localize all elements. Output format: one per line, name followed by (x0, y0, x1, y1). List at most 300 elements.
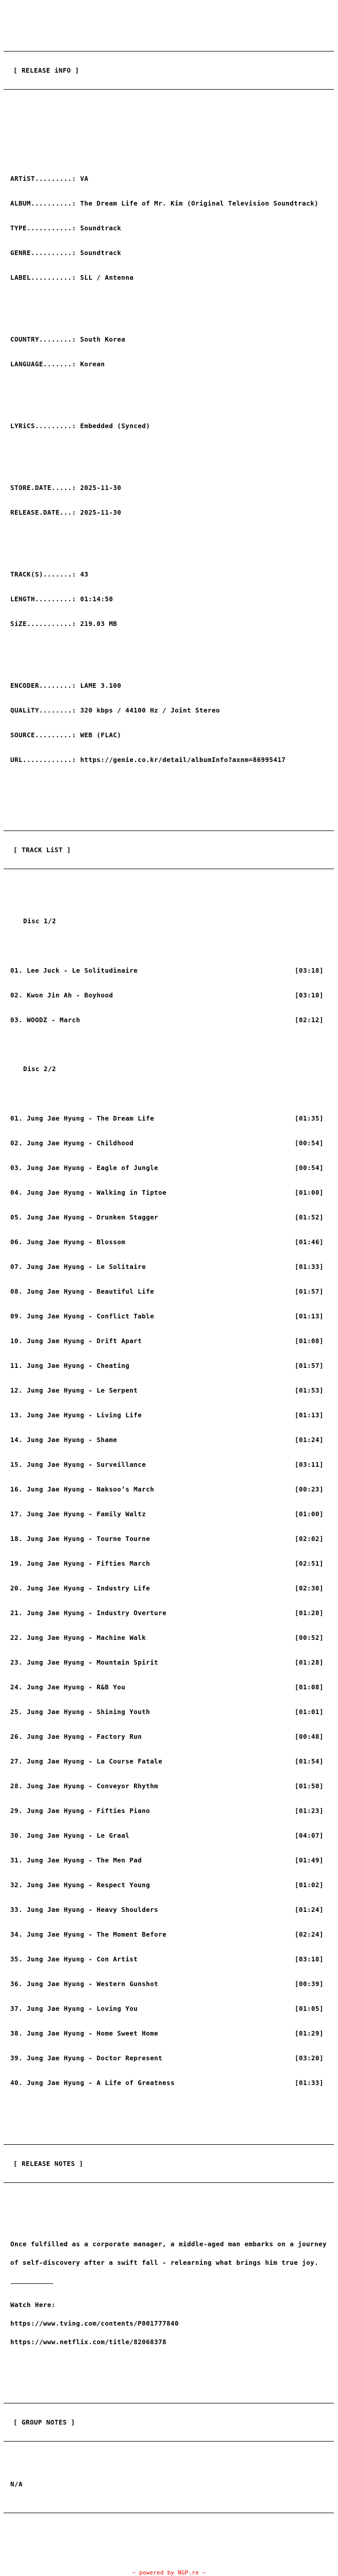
track-number: 28. (10, 1782, 23, 1790)
track-title: Jung Jae Hyung - Beautiful Life (26, 1287, 155, 1295)
track-duration: [01:50] (295, 1782, 324, 1790)
track-label (10, 1758, 162, 1765)
section-divider (4, 2144, 334, 2145)
track-number: 26. (10, 1733, 23, 1740)
track-title: Jung Jae Hyung - Shame (26, 1436, 117, 1444)
field-value: WEB (FLAC) (80, 731, 122, 739)
track-title: Jung Jae Hyung - Western Gunshot (26, 1980, 159, 1988)
watch-here-label: Watch Here: (10, 2301, 56, 2309)
field-value: Soundtrack (80, 249, 122, 257)
track-title: WOODZ - March (26, 1016, 80, 1024)
track-duration: [00:52] (295, 1634, 324, 1641)
track-title: Jung Jae Hyung - Conflict Table (26, 1312, 155, 1320)
track-row (10, 1264, 324, 1270)
field-value: Korean (80, 360, 105, 368)
track-number: 03. (10, 1164, 23, 1172)
track-title: Jung Jae Hyung - Con Artist (26, 1955, 138, 1963)
field-row (10, 571, 338, 578)
track-number: 03. (10, 1016, 23, 1024)
track-title: Jung Jae Hyung - La Course Fatale (26, 1757, 163, 1765)
track-duration: [01:52] (295, 1213, 324, 1221)
underscore-divider (11, 2283, 53, 2284)
track-row (10, 2006, 324, 2012)
track-row (10, 1659, 324, 1666)
track-title: Jung Jae Hyung - Le Solitaire (26, 1263, 146, 1270)
field-label: RELEASE.DATE...: (10, 509, 76, 516)
field-value: The Dream Life of Mr. Kim (Original Television Soundtrack) (80, 199, 319, 207)
track-label (10, 1783, 158, 1789)
track-label (10, 1808, 150, 1814)
track-list-header (0, 818, 338, 882)
track-duration: [02:02] (295, 1535, 324, 1543)
track-row (10, 1313, 324, 1319)
track-title: Jung Jae Hyung - R&B You (26, 1683, 126, 1691)
track-row (10, 1190, 324, 1196)
track-title: Jung Jae Hyung - Le Graal (26, 1832, 130, 1839)
track-label (10, 1165, 158, 1171)
track-row (10, 1561, 324, 1567)
track-number: 02. (10, 1139, 23, 1147)
track-label (10, 2080, 175, 2086)
track-label (10, 1956, 138, 1962)
track-label (10, 1734, 142, 1740)
track-title: Kwon Jin Ah - Boyhood (26, 991, 113, 999)
field-label: ENCODER........: (10, 682, 76, 689)
track-duration: [01:28] (295, 1658, 324, 1666)
track-number: 24. (10, 1683, 23, 1691)
track-row (10, 1956, 324, 1962)
track-number: 36. (10, 1980, 23, 1988)
track-row (10, 1734, 324, 1740)
track-title: Jung Jae Hyung - Home Sweet Home (26, 2029, 159, 2037)
track-number: 19. (10, 1560, 23, 1567)
track-label (10, 1387, 138, 1394)
track-number: 06. (10, 1238, 23, 1246)
track-duration: [01:29] (295, 2029, 324, 2037)
track-duration: [01:13] (295, 1411, 324, 1419)
track-number: 04. (10, 1189, 23, 1196)
track-label (10, 1561, 150, 1567)
field-label: STORE.DATE.....: (10, 484, 76, 492)
release-info-fields (10, 139, 338, 788)
track-number: 08. (10, 1287, 23, 1295)
track-label (10, 1857, 142, 1863)
field-label: TRACK(S).......: (10, 570, 76, 578)
track-label (10, 1289, 154, 1295)
field-row (10, 621, 338, 627)
track-duration: [01:33] (295, 1263, 324, 1270)
track-label (10, 1190, 166, 1196)
field-value: South Korea (80, 335, 126, 343)
track-title: Jung Jae Hyung - Living Life (26, 1411, 142, 1419)
track-row (10, 1882, 324, 1888)
track-row (10, 2080, 324, 2086)
track-label (10, 1017, 80, 1023)
track-title: Jung Jae Hyung - Industry Life (26, 1584, 150, 1592)
release-notes-title: [ RELEASE NOTES ] (13, 2160, 83, 2167)
track-title: Jung Jae Hyung - Loving You (26, 2005, 138, 2012)
field-label: LANGUAGE.......: (10, 360, 76, 368)
track-row (10, 1536, 324, 1542)
track-duration: [01:05] (295, 2005, 324, 2012)
track-label (10, 1709, 150, 1715)
track-duration: [01:20] (295, 1609, 324, 1617)
track-label (10, 1981, 158, 1987)
track-row (10, 1833, 324, 1839)
track-number: 22. (10, 1634, 23, 1641)
track-number: 20. (10, 1584, 23, 1592)
track-duration: [01:46] (295, 1238, 324, 1246)
release-info-title: [ RELEASE iNFO ] (13, 66, 79, 74)
track-number: 07. (10, 1263, 23, 1270)
track-number: 16. (10, 1485, 23, 1493)
track-label (10, 1585, 150, 1591)
field-label: LENGTH.........: (10, 595, 76, 603)
track-list-title: [ TRACK LiST ] (13, 846, 71, 854)
track-row (10, 968, 324, 974)
track-label (10, 1313, 154, 1319)
track-row (10, 1486, 324, 1493)
release-notes-body (10, 2229, 338, 2358)
field-row (10, 225, 338, 231)
group-notes-header (0, 2391, 338, 2454)
track-number: 02. (10, 991, 23, 999)
track-number: 15. (10, 1461, 23, 1468)
field-row (10, 596, 338, 602)
track-label (10, 1536, 150, 1542)
track-title: Jung Jae Hyung - Factory Run (26, 1733, 142, 1740)
track-row (10, 1140, 324, 1146)
track-duration: [03:10] (295, 991, 324, 999)
track-label (10, 1264, 146, 1270)
track-row (10, 1165, 324, 1171)
track-duration: [01:49] (295, 1856, 324, 1864)
group-notes-content: N/A (10, 2480, 23, 2488)
section-divider (4, 89, 334, 90)
track-row (10, 1363, 324, 1369)
track-title: Jung Jae Hyung - Mountain Spirit (26, 1658, 159, 1666)
track-row (10, 1931, 324, 1938)
track-row (10, 1709, 324, 1715)
field-row (10, 683, 338, 689)
track-label (10, 1907, 158, 1913)
track-number: 17. (10, 1510, 23, 1518)
field-label: URL............: (10, 756, 76, 764)
track-title: Jung Jae Hyung - Conveyor Rhythm (26, 1782, 159, 1790)
track-row (10, 1289, 324, 1295)
field-value: SLL / Antenna (80, 274, 134, 281)
field-group-album (10, 151, 338, 293)
field-value: 2025-11-30 (80, 484, 122, 492)
group-notes-title: [ GROUP NOTES ] (13, 2418, 75, 2426)
track-duration: [01:24] (295, 1906, 324, 1913)
track-number: 01. (10, 1114, 23, 1122)
track-row (10, 1585, 324, 1591)
field-label: LABEL..........: (10, 274, 76, 281)
track-number: 39. (10, 2054, 23, 2062)
track-label (10, 1659, 158, 1666)
track-label (10, 1214, 158, 1221)
track-label (10, 992, 113, 998)
track-number: 30. (10, 1832, 23, 1839)
track-title: Jung Jae Hyung - The Dream Life (26, 1114, 155, 1122)
track-row (10, 1437, 324, 1443)
field-value: LAME 3.100 (80, 682, 122, 689)
track-duration: [01:35] (295, 1114, 324, 1122)
field-group-locale (10, 312, 338, 380)
track-row (10, 1981, 324, 1987)
track-duration: [00:54] (295, 1164, 324, 1172)
track-number: 10. (10, 1337, 23, 1345)
section-divider (4, 51, 334, 52)
track-duration: [01:54] (295, 1757, 324, 1765)
track-label (10, 1684, 125, 1690)
synopsis-line: of self-discovery after a swift fall - relearning what brings him true joy. (10, 2259, 319, 2266)
track-title: Jung Jae Hyung - Childhood (26, 1139, 134, 1147)
track-row (10, 1635, 324, 1641)
track-duration: [01:23] (295, 1807, 324, 1815)
track-title: Jung Jae Hyung - The Moment Before (26, 1930, 167, 1938)
track-number: 38. (10, 2029, 23, 2037)
field-label: SOURCE.........: (10, 731, 76, 739)
field-row (10, 757, 338, 763)
field-group-stats (10, 547, 338, 639)
synopsis-line: Once fulfilled as a corporate manager, a middle-aged man embarks on a journey (10, 2240, 327, 2248)
track-duration: [01:53] (295, 1386, 324, 1394)
track-duration: [01:02] (295, 1881, 324, 1889)
field-row (10, 707, 338, 714)
powered-by-line: ~ powered by NGP.re ~ (132, 2569, 206, 2576)
track-title: Jung Jae Hyung - Doctor Represent (26, 2054, 163, 2062)
track-duration: [00:48] (295, 1733, 324, 1740)
track-number: 13. (10, 1411, 23, 1419)
track-number: 33. (10, 1906, 23, 1913)
track-title: Jung Jae Hyung - Family Waltz (26, 1510, 146, 1518)
track-title: Jung Jae Hyung - Blossom (26, 1238, 126, 1246)
track-row (10, 1511, 324, 1517)
track-duration: [00:54] (295, 1139, 324, 1147)
track-duration: [01:01] (295, 1708, 324, 1716)
footer (0, 2553, 338, 2576)
track-number: 37. (10, 2005, 23, 2012)
track-row (10, 2055, 324, 2061)
track-duration: [01:57] (295, 1362, 324, 1369)
track-number: 05. (10, 1213, 23, 1221)
track-title: Jung Jae Hyung - Eagle of Jungle (26, 1164, 159, 1172)
track-number: 34. (10, 1930, 23, 1938)
section-divider (4, 2182, 334, 2183)
field-row (10, 485, 338, 491)
track-title: Jung Jae Hyung - Shining Youth (26, 1708, 150, 1716)
track-duration: [01:57] (295, 1287, 324, 1295)
track-number: 18. (10, 1535, 23, 1543)
release-notes-header (0, 2132, 338, 2195)
track-title: Jung Jae Hyung - Heavy Shoulders (26, 1906, 159, 1913)
track-title: Jung Jae Hyung - Industry Overture (26, 1609, 167, 1617)
track-label (10, 1610, 166, 1616)
field-label: LYRiCS.........: (10, 422, 76, 430)
field-group-lyrics (10, 398, 338, 442)
track-title: Jung Jae Hyung - Respect Young (26, 1881, 150, 1889)
track-duration: [00:39] (295, 1980, 324, 1988)
track-title: Jung Jae Hyung - Tourne Tourne (26, 1535, 150, 1543)
track-label (10, 1363, 129, 1369)
field-label: GENRE..........: (10, 249, 76, 257)
track-label (10, 1338, 142, 1344)
track-number: 31. (10, 1856, 23, 1864)
release-info-header (0, 39, 338, 102)
field-label: COUNTRY........: (10, 335, 76, 343)
track-duration: [01:24] (295, 1436, 324, 1444)
track-row (10, 992, 324, 998)
field-row (10, 275, 338, 281)
track-label (10, 1115, 154, 1122)
track-label (10, 1140, 133, 1146)
track-title: Jung Jae Hyung - Fifties March (26, 1560, 150, 1567)
field-value: Soundtrack (80, 224, 122, 232)
field-value: 2025-11-30 (80, 509, 122, 516)
track-title: Jung Jae Hyung - Le Serpent (26, 1386, 138, 1394)
field-row (10, 336, 338, 343)
field-row (10, 423, 338, 429)
track-row (10, 1610, 324, 1616)
field-row (10, 732, 338, 738)
field-row (10, 361, 338, 367)
track-number: 27. (10, 1757, 23, 1765)
track-label (10, 1635, 146, 1641)
disc-2-track-list (0, 1091, 338, 2098)
track-label (10, 2030, 158, 2037)
track-label (10, 1239, 125, 1245)
track-label (10, 1412, 142, 1418)
track-label (10, 968, 138, 974)
track-row (10, 1907, 324, 1913)
track-duration: [01:08] (295, 1683, 324, 1691)
track-label (10, 1462, 146, 1468)
field-row (10, 250, 338, 256)
track-number: 11. (10, 1362, 23, 1369)
field-row (10, 200, 338, 207)
disc-1-heading: Disc 1/2 (23, 917, 56, 925)
field-value: 01:14:50 (80, 595, 113, 603)
track-row (10, 1462, 324, 1468)
track-duration: [01:33] (295, 2079, 324, 2087)
track-number: 12. (10, 1386, 23, 1394)
track-number: 09. (10, 1312, 23, 1320)
track-title: Jung Jae Hyung - A Life of Greatness (26, 2079, 175, 2087)
track-row (10, 1758, 324, 1765)
field-label: QUALiTY........: (10, 706, 76, 714)
field-label: SiZE...........: (10, 620, 76, 628)
track-number: 40. (10, 2079, 23, 2087)
track-title: Jung Jae Hyung - Drift Apart (26, 1337, 142, 1345)
field-value: VA (80, 175, 89, 182)
track-row (10, 1115, 324, 1122)
track-label (10, 2055, 162, 2061)
field-group-dates (10, 460, 338, 528)
field-value: Embedded (Synced) (80, 422, 150, 430)
track-number: 29. (10, 1807, 23, 1815)
track-title: Jung Jae Hyung - Surveillance (26, 1461, 146, 1468)
track-title: Jung Jae Hyung - Naksoo’s March (26, 1485, 155, 1493)
track-label (10, 1931, 166, 1938)
track-label (10, 1511, 146, 1517)
track-row (10, 1239, 324, 1245)
track-title: Jung Jae Hyung - Walking in Tiptoe (26, 1189, 167, 1196)
field-label: TYPE...........: (10, 224, 76, 232)
track-duration: [04:07] (295, 1832, 324, 1839)
track-duration: [03:18] (295, 1955, 324, 1963)
track-number: 21. (10, 1609, 23, 1617)
field-value: 219.03 MB (80, 620, 117, 628)
track-duration: [03:11] (295, 1461, 324, 1468)
track-title: Lee Juck - Le Solitudinaire (26, 967, 138, 974)
track-row (10, 1412, 324, 1418)
track-row (10, 1808, 324, 1814)
tving-url: https://www.tving.com/contents/P001777840 (10, 2319, 179, 2327)
track-title: Jung Jae Hyung - Cheating (26, 1362, 130, 1369)
track-row (10, 2030, 324, 2037)
field-value: 320 kbps / 44100 Hz / Joint Stereo (80, 706, 220, 714)
track-duration: [00:23] (295, 1485, 324, 1493)
track-number: 25. (10, 1708, 23, 1716)
track-duration: [02:51] (295, 1560, 324, 1567)
track-label (10, 1486, 154, 1493)
section-divider (4, 2441, 334, 2442)
track-row (10, 1338, 324, 1344)
track-duration: [01:08] (295, 1337, 324, 1345)
track-title: Jung Jae Hyung - Fifties Piano (26, 1807, 150, 1815)
field-value: 43 (80, 570, 89, 578)
field-label: ALBUM..........: (10, 199, 76, 207)
track-duration: [01:00] (295, 1510, 324, 1518)
track-duration: [03:18] (295, 967, 324, 974)
track-duration: [01:00] (295, 1189, 324, 1196)
track-duration: [01:13] (295, 1312, 324, 1320)
track-row (10, 1684, 324, 1690)
disc-2-heading: Disc 2/2 (23, 1065, 56, 1073)
track-label (10, 1833, 129, 1839)
track-label (10, 1882, 150, 1888)
track-number: 01. (10, 967, 23, 974)
field-label: ARTiST.........: (10, 175, 76, 182)
track-title: Jung Jae Hyung - Drunken Stagger (26, 1213, 159, 1221)
netflix-url: https://www.netflix.com/title/82068378 (10, 2338, 167, 2346)
field-row (10, 176, 338, 182)
track-row (10, 1857, 324, 1863)
track-row (10, 1017, 324, 1023)
track-label (10, 2006, 138, 2012)
track-label (10, 1437, 117, 1443)
track-title: Jung Jae Hyung - The Men Pad (26, 1856, 142, 1864)
track-duration: [02:24] (295, 1930, 324, 1938)
disc-1-track-list (0, 943, 338, 1036)
field-group-encoding (10, 658, 338, 775)
track-number: 14. (10, 1436, 23, 1444)
field-row (10, 510, 338, 516)
track-row (10, 1387, 324, 1394)
track-duration: [03:20] (295, 2054, 324, 2062)
track-number: 32. (10, 1881, 23, 1889)
track-number: 35. (10, 1955, 23, 1963)
track-number: 23. (10, 1658, 23, 1666)
track-duration: [02:30] (295, 1584, 324, 1592)
field-value: https://genie.co.kr/detail/albumInfo?axnm=86995417 (80, 756, 286, 764)
track-row (10, 1783, 324, 1789)
track-row (10, 1214, 324, 1221)
track-duration: [02:12] (295, 1016, 324, 1024)
track-title: Jung Jae Hyung - Machine Walk (26, 1634, 146, 1641)
